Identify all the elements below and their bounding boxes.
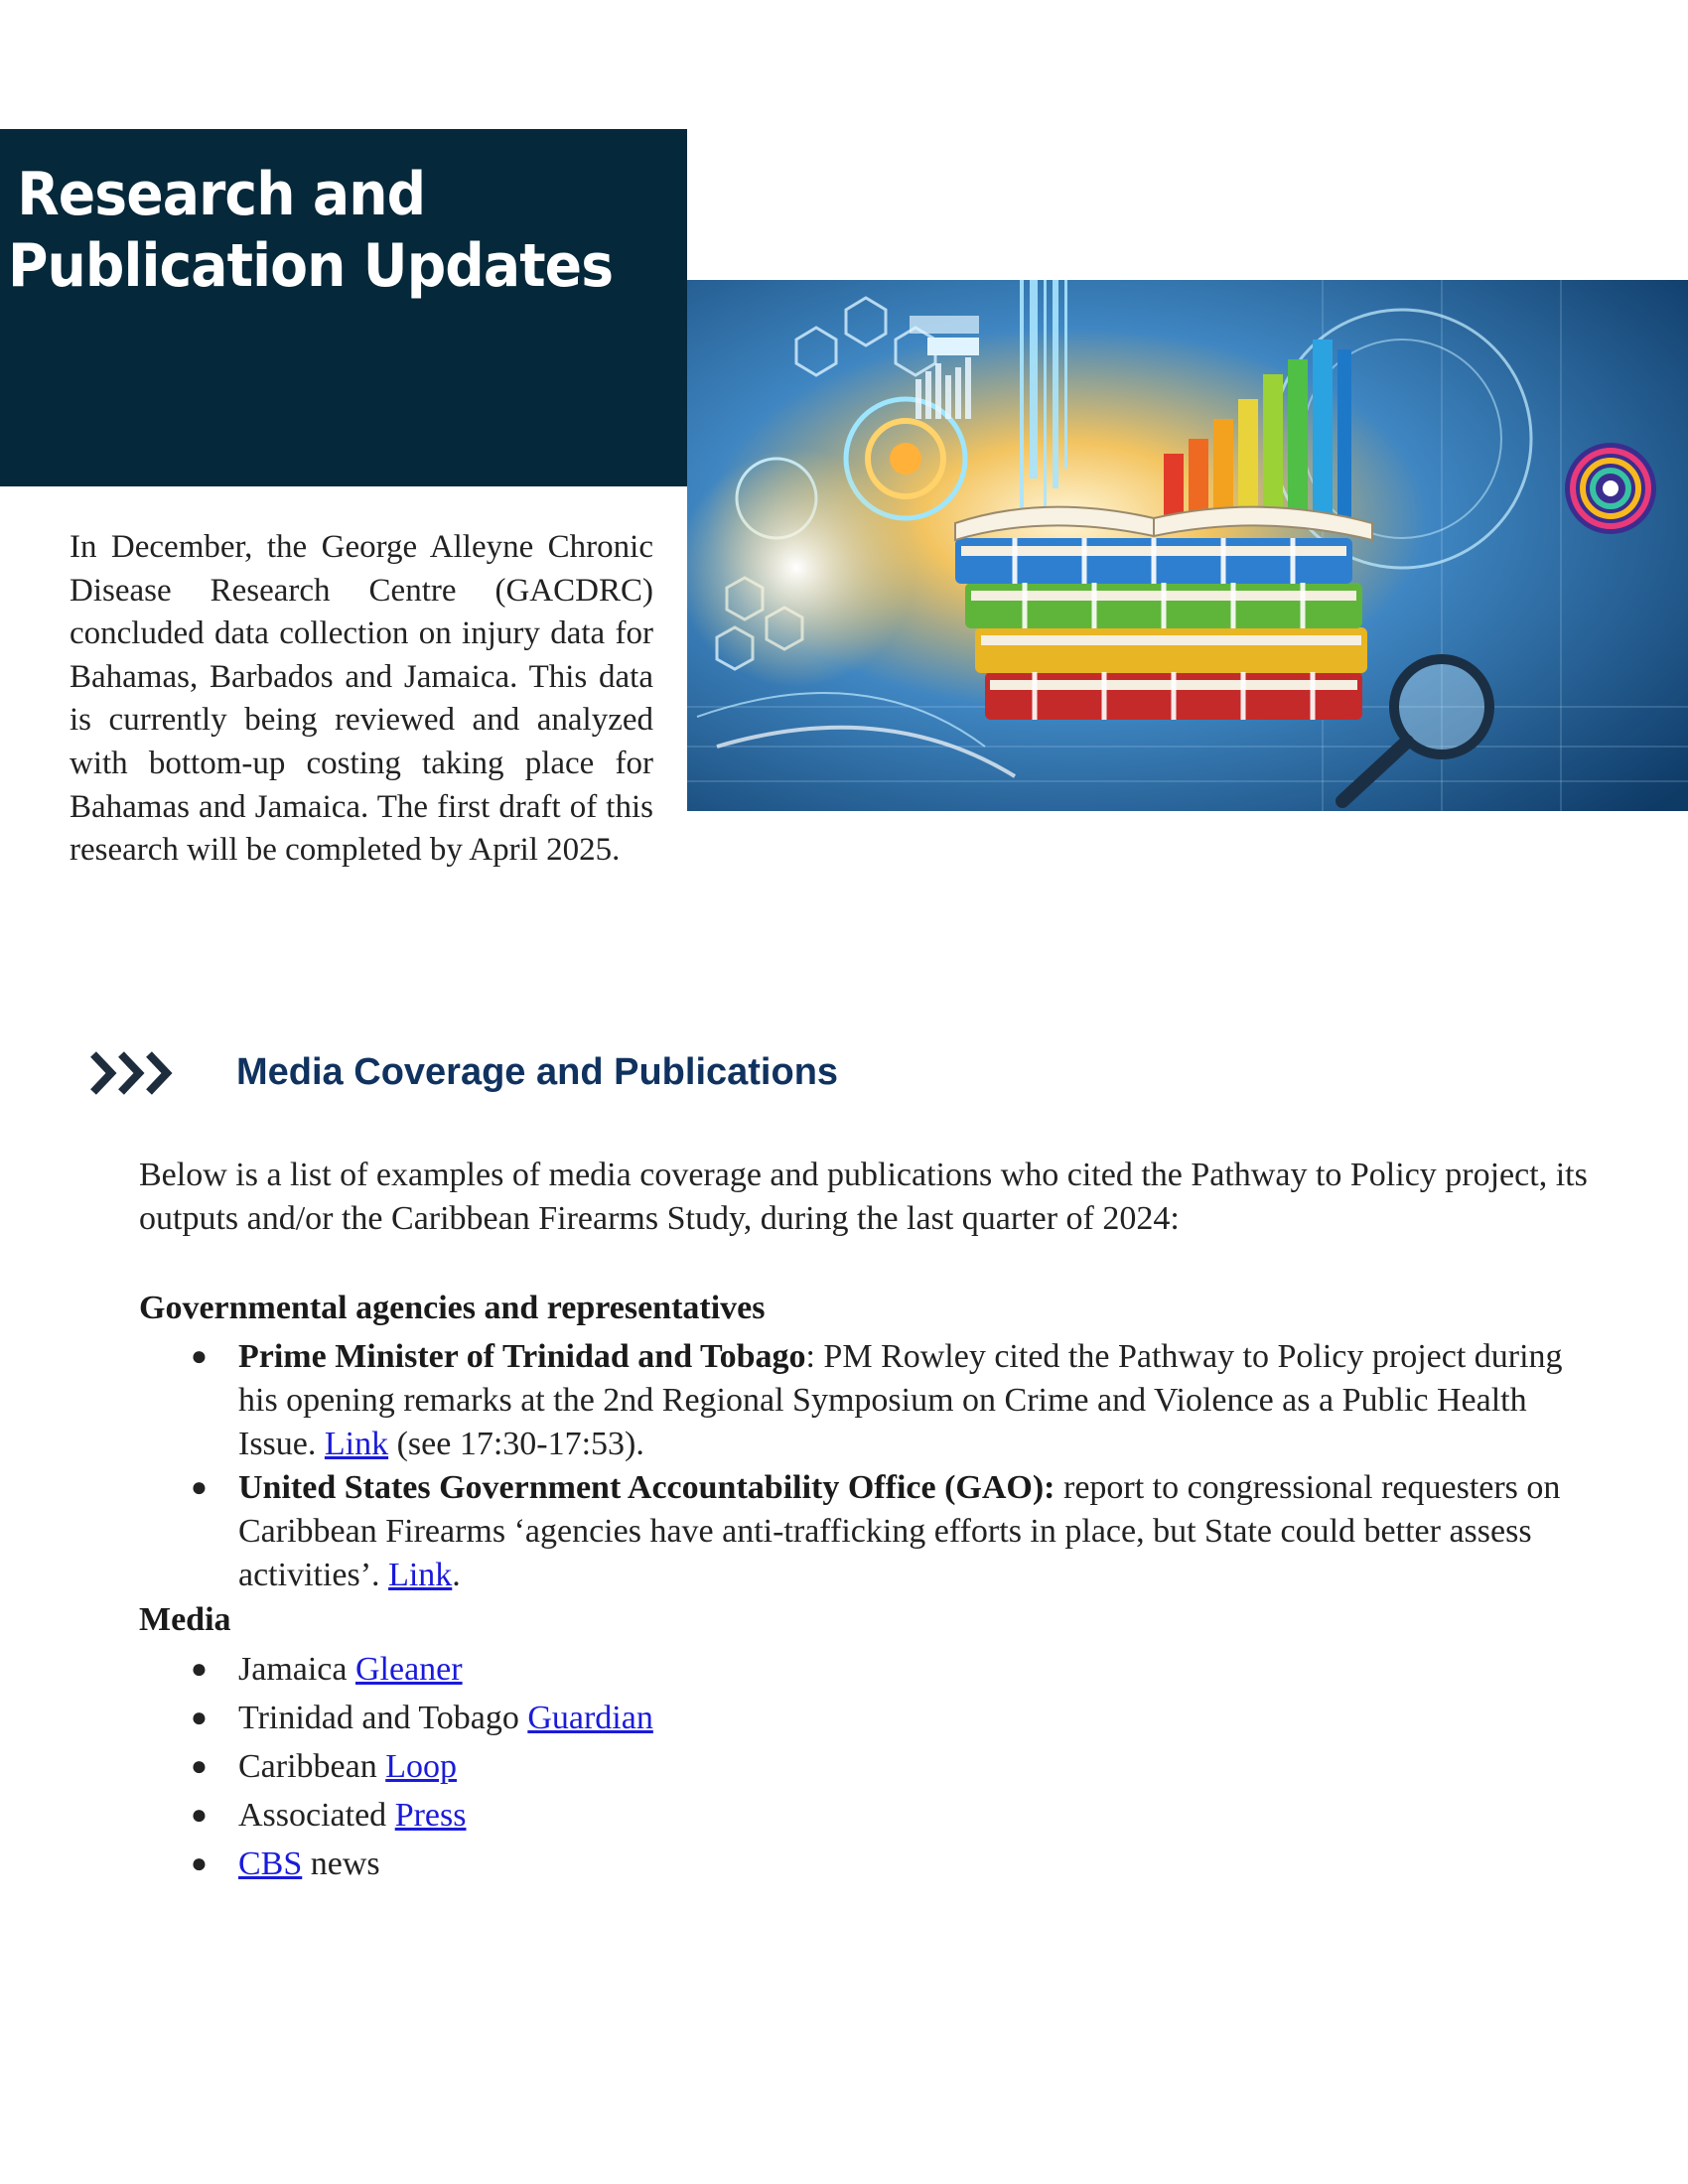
loop-link[interactable]: Loop <box>385 1748 457 1785</box>
item-title: United States Government Accountability Office (GAO): <box>238 1469 1055 1506</box>
list-item <box>139 1648 1589 1692</box>
press-link[interactable]: Press <box>394 1797 467 1834</box>
bullet-icon <box>191 1794 208 1838</box>
list-item <box>139 1335 1589 1466</box>
section-header <box>89 1044 1082 1104</box>
media-list <box>139 1648 1589 1891</box>
list-item <box>139 1745 1589 1789</box>
item-text: report to congressional requesters on Caribbean Firearms ‘agencies have anti-trafficking efforts in place, but State could better assess activities’. <box>238 1469 1561 1593</box>
item-text-after: . <box>452 1557 461 1593</box>
item-prefix: Trinidad and Tobago <box>238 1700 528 1736</box>
intro-paragraph: In December, the George Alleyne Chronic Disease Research Centre (GACDRC) concluded data collection on injury data for Bahamas, Barbados and Jamaica. This data is currently being reviewed and analyzed with bottom-up costing taking place for Bahamas and Jamaica. The first draft of this research will be completed by April 2025. <box>70 529 653 869</box>
books-and-data-illustration <box>687 280 1688 811</box>
item-suffix: news <box>302 1845 380 1882</box>
item-title: Prime Minister of Trinidad and Tobago <box>238 1338 806 1375</box>
list-item <box>139 1843 1589 1886</box>
item-prefix: Jamaica <box>238 1651 355 1688</box>
triple-chevron-icon <box>89 1050 183 1096</box>
cbs-link[interactable]: CBS <box>238 1845 303 1882</box>
section-title: Media Coverage and Publications <box>236 1051 839 1093</box>
page-title-line-1: Research and <box>17 160 426 229</box>
governmental-heading: Governmental agencies and representatives <box>139 1290 766 1326</box>
hero-illustration <box>687 280 1688 811</box>
lead-paragraph: Below is a list of examples of media coverage and publications who cited the Pathway to Policy project, its outputs and/or the Caribbean Firearms Study, during the last quarter of 2024: <box>139 1157 1588 1237</box>
governmental-list <box>139 1335 1589 1597</box>
header-band <box>0 129 687 486</box>
bullet-icon <box>191 1648 208 1692</box>
item-text: : PM Rowley cited the Pathway to Policy project during his opening remarks at the 2nd Regional Symposium on Crime and Violence as a Public Health Issue. <box>238 1338 1563 1462</box>
guardian-link[interactable]: Guardian <box>527 1700 653 1736</box>
bullet-icon <box>191 1745 208 1789</box>
bullet-icon <box>191 1335 208 1379</box>
gleaner-link[interactable]: Gleaner <box>355 1651 463 1688</box>
list-item <box>139 1697 1589 1740</box>
page-title-line-2: Publication Updates <box>8 231 614 301</box>
bullet-icon <box>191 1843 208 1886</box>
item-prefix: Caribbean <box>238 1748 386 1785</box>
page-title <box>8 159 613 302</box>
list-item <box>139 1794 1589 1838</box>
item-text-after: (see 17:30-17:53). <box>388 1426 644 1462</box>
link[interactable]: Link <box>388 1557 453 1593</box>
link[interactable]: Link <box>324 1426 389 1462</box>
media-heading: Media <box>139 1601 231 1638</box>
bullet-icon <box>191 1466 208 1510</box>
bullet-icon <box>191 1697 208 1740</box>
item-prefix: Associated <box>238 1797 395 1834</box>
list-item <box>139 1466 1589 1597</box>
